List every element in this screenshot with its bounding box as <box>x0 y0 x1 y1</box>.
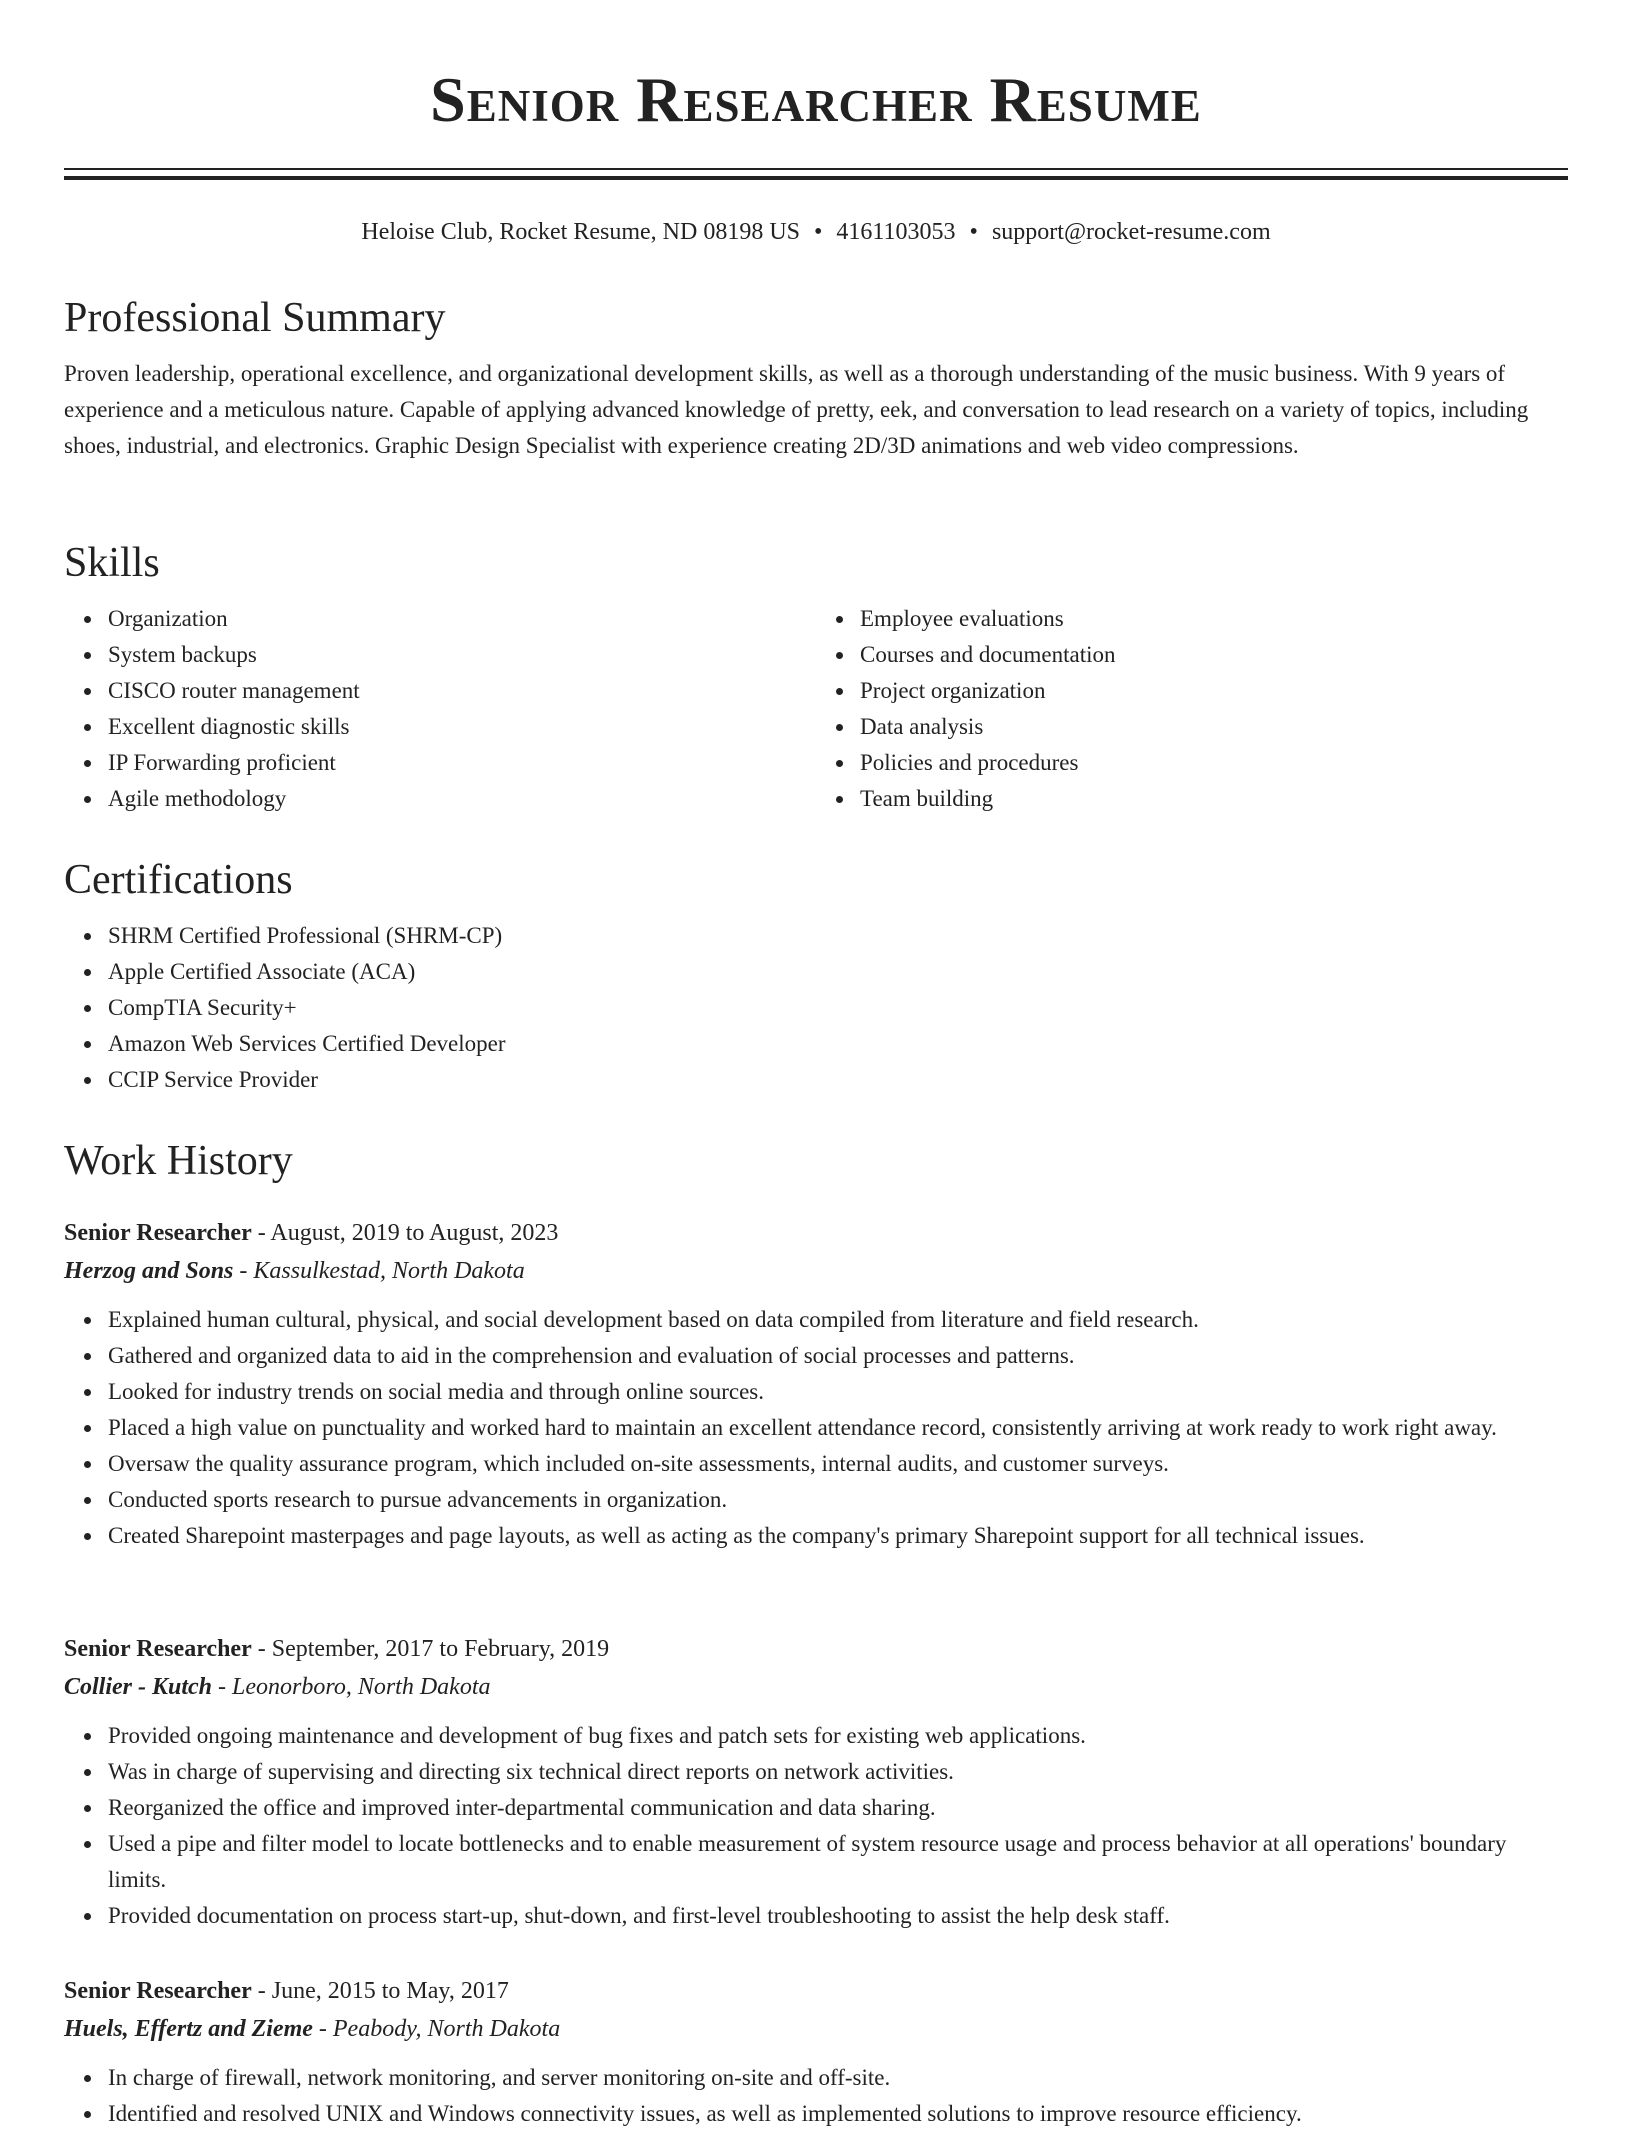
certification-item: Amazon Web Services Certified Developer <box>108 1026 1568 1062</box>
title-divider-thin <box>64 168 1568 170</box>
certification-item: SHRM Certified Professional (SHRM-CP) <box>108 918 1568 954</box>
skill-item: Data analysis <box>860 709 1568 745</box>
job-bullet: Placed a high value on punctuality and worked hard to maintain an excellent attendance record, consistently arriving at work ready to work right away. <box>108 1410 1568 1446</box>
job-company: Collier - Kutch <box>64 1674 213 1700</box>
certifications-section <box>64 852 1568 1098</box>
job-bullet: Was in charge of supervising and directing six technical direct reports on network activities. <box>108 1754 1568 1790</box>
skill-item: Team building <box>860 781 1568 817</box>
contact-line <box>64 214 1568 250</box>
certification-item: CCIP Service Provider <box>108 1062 1568 1098</box>
job-dates: - August, 2019 to August, 2023 <box>251 1220 559 1246</box>
job-company-line <box>64 1668 1568 1706</box>
job-company: Huels, Effertz and Zieme <box>64 2016 313 2042</box>
skill-item: CISCO router management <box>108 673 816 709</box>
skill-item: Excellent diagnostic skills <box>108 709 816 745</box>
certifications-list <box>64 918 1568 1098</box>
skills-section <box>64 535 1568 817</box>
page-title: Senior Researcher Resume <box>430 64 1202 135</box>
job-bullet: Explained human cultural, physical, and social development based on data compiled from literature and field research. <box>108 1302 1568 1338</box>
skill-item: Policies and procedures <box>860 745 1568 781</box>
contact-separator: • <box>969 219 978 245</box>
job-entry <box>64 1622 1568 1934</box>
skills-heading: Skills <box>64 540 160 586</box>
job-title: Senior Researcher <box>64 1636 252 1662</box>
summary-heading: Professional Summary <box>64 295 446 341</box>
job-company: Herzog and Sons <box>64 1258 234 1284</box>
job-title-line <box>64 1630 1568 1668</box>
skill-item: Project organization <box>860 673 1568 709</box>
job-bullet: Oversaw the quality assurance program, which included on-site assessments, internal audits, and customer surveys. <box>108 1446 1568 1482</box>
skill-item: Courses and documentation <box>860 637 1568 673</box>
skill-item: System backups <box>108 637 816 673</box>
resume-page <box>64 0 1568 2126</box>
certification-item: Apple Certified Associate (ACA) <box>108 954 1568 990</box>
title-divider-thick <box>64 176 1568 180</box>
job-location: - Leonorboro, North Dakota <box>212 1674 491 1700</box>
job-bullets <box>64 2060 1568 2132</box>
certification-item: CompTIA Security+ <box>108 990 1568 1026</box>
job-title-line <box>64 1972 1568 2010</box>
job-bullet: In charge of firewall, network monitoring, and server monitoring on-site and off-site. <box>108 2060 1568 2096</box>
job-title: Senior Researcher <box>64 1220 252 1246</box>
skill-item: IP Forwarding proficient <box>108 745 816 781</box>
job-bullet: Reorganized the office and improved inter-departmental communication and data sharing. <box>108 1790 1568 1826</box>
job-bullet: Used a pipe and filter model to locate bottlenecks and to enable measurement of system resource usage and process behavior at all operations' boundary limits. <box>108 1826 1568 1898</box>
job-bullet: Conducted sports research to pursue advancements in organization. <box>108 1482 1568 1518</box>
job-bullets <box>64 1302 1568 1554</box>
contact-separator: • <box>814 219 823 245</box>
job-bullet: Gathered and organized data to aid in the comprehension and evaluation of social processes and patterns. <box>108 1338 1568 1374</box>
job-bullet: Provided documentation on process start-up, shut-down, and first-level troubleshooting to assist the help desk staff. <box>108 1898 1568 1934</box>
summary-section <box>64 290 1568 464</box>
skill-item: Employee evaluations <box>860 601 1568 637</box>
job-bullet: Created Sharepoint masterpages and page layouts, as well as acting as the company's primary Sharepoint support for all technical issues. <box>108 1518 1568 1554</box>
skills-list-right <box>816 601 1568 817</box>
skill-item: Agile methodology <box>108 781 816 817</box>
job-dates: - June, 2015 to May, 2017 <box>251 1978 509 2004</box>
skills-columns <box>64 591 1568 817</box>
work-history-section <box>64 1133 1568 1189</box>
skill-item: Organization <box>108 601 816 637</box>
job-entry <box>64 1206 1568 1554</box>
job-bullet: Looked for industry trends on social media and through online sources. <box>108 1374 1568 1410</box>
contact-email: support@rocket-resume.com <box>991 219 1271 245</box>
summary-text: Proven leadership, operational excellence, and organizational development skills, as well as a thorough understanding of the music business. With 9 years of experience and a meticulous nature. Capable of applying advanced knowledge of pretty, eek, and conversation to lead research on a variety of topics, including shoes, industrial, and electronics. Graphic Design Specialist with experience creating 2D/3D animations and web video compressions. <box>64 361 1529 458</box>
work-history-heading: Work History <box>64 1138 293 1184</box>
contact-phone: 4161103053 <box>836 219 956 245</box>
job-location: - Peabody, North Dakota <box>312 2016 561 2042</box>
job-bullets <box>64 1718 1568 1934</box>
certifications-heading: Certifications <box>64 857 293 903</box>
job-location: - Kassulkestad, North Dakota <box>233 1258 525 1284</box>
job-company-line <box>64 2010 1568 2048</box>
job-title: Senior Researcher <box>64 1978 252 2004</box>
job-entry <box>64 1964 1568 2132</box>
job-bullet: Provided ongoing maintenance and development of bug fixes and patch sets for existing web applications. <box>108 1718 1568 1754</box>
job-company-line <box>64 1252 1568 1290</box>
contact-address: Heloise Club, Rocket Resume, ND 08198 US <box>361 219 801 245</box>
job-title-line <box>64 1214 1568 1252</box>
job-bullet: Identified and resolved UNIX and Windows connectivity issues, as well as implemented solutions to improve resource efficiency. <box>108 2096 1568 2132</box>
skills-list-left <box>64 601 816 817</box>
job-dates: - September, 2017 to February, 2019 <box>251 1636 610 1662</box>
